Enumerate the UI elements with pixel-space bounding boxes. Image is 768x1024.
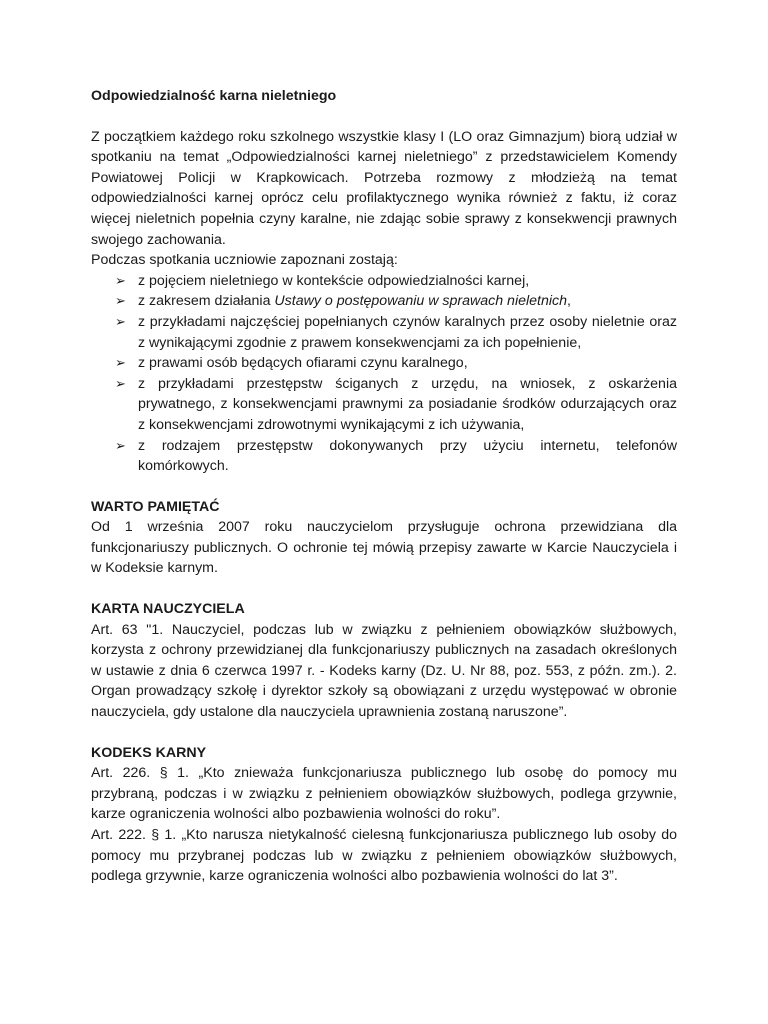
arrow-bullet-icon: ➢ (115, 375, 126, 391)
list-item: ➢ z przykładami najczęściej popełnianych czynów karalnych przez osoby nieletnie oraz z wynikającymi zgodnie z prawem konsekwencjami za ich popełnienie, (115, 313, 677, 351)
section-heading-warto-pamietac: WARTO PAMIĘTAĆ (91, 498, 220, 515)
section-paragraph: Art. 63 "1. Nauczyciel, podczas lub w związku z pełnieniem obowiązków służbowych, korzysta z ochrony przewidzianej dla funkcjonariuszy publicznych na zasadach określonych w ustawie z dnia 6 czerwca 1997 r. - Kodeks karny (Dz. U. Nr 88, poz. 553, z późn. zm.). 2. Organ prowadzący szkołę i dyrektor szkoły są obowiązani z urzędu występować w obronie nauczyciela, gdy ustalone dla nauczyciela uprawnienia zostaną naruszone”. (91, 621, 677, 721)
list-item: ➢ z prawami osób będących ofiarami czynu karalnego, (91, 353, 677, 374)
list-item: ➢ z przykładami przestępstw ściganych z urzędu, na wniosek, z oskarżenia prywatnego, z konsekwencjami prawnymi za posiadanie środków odurzających oraz z konsekwencjami zdrowotnymi wynikającymi z ich używania, (115, 375, 677, 433)
arrow-bullet-icon: ➢ (115, 437, 126, 453)
section-heading-karta-nauczyciela: KARTA NAUCZYCIELA (91, 601, 245, 618)
document-title: Odpowiedzialność karna nieletniego (91, 88, 337, 104)
intro-lead: Podczas spotkania uczniowie zapoznani zostają: (91, 252, 398, 269)
section-heading-kodeks-karny: KODEKS KARNY (91, 744, 207, 761)
section-paragraph: Art. 226. § 1. „Kto znieważa funkcjonariusza publicznego lub osobę do pomocy mu przybraną, podczas i w związku z pełnieniem obowiązków służbowych, podlega grzywnie, karze ograniczenia wolności albo pozbawienia wolności do roku”. (91, 765, 677, 823)
list-item: ➢ z zakresem działania Ustawy o postępowaniu w sprawach nieletnich, (91, 291, 677, 312)
list-item: ➢ z pojęciem nieletniego w kontekście odpowiedzialności karnej, (91, 271, 677, 292)
section-paragraph: Od 1 września 2007 roku nauczycielom przysługuje ochrona przewidziana dla funkcjonariuszy publicznych. O ochronie tej mówią przepisy zawarte w Karcie Nauczyciela i w Kodeksie karnym. (91, 519, 677, 577)
arrow-bullet-icon: ➢ (115, 293, 126, 309)
arrow-bullet-icon: ➢ (115, 355, 126, 371)
arrow-bullet-icon: ➢ (115, 313, 126, 329)
topics-list (91, 271, 677, 477)
intro-paragraph: Z początkiem każdego roku szkolnego wszystkie klasy I (LO oraz Gimnazjum) biorą udział w spotkaniu na temat „Odpowiedzialności karnej nieletniego” z przedstawicielem Komendy Powiatowej Policji w Krapkowicach. Potrzeba rozmowy z młodzieżą na temat odpowiedzialności karnej oprócz celu profilaktycznego wynika również z faktu, iż coraz więcej nieletnich popełnia czyny karalne, nie zdając sobie sprawy z konsekwencji prawnych swojego zachowania. (91, 128, 677, 248)
arrow-bullet-icon: ➢ (115, 272, 126, 288)
section-paragraph: Art. 222. § 1. „Kto narusza nietykalność cielesną funkcjonariusza publicznego lub osoby do pomocy mu przybranej podczas lub w związku z pełnieniem obowiązków służbowych, podlega grzywnie, karze ograniczenia wolności albo pozbawienia wolności do lat 3”. (91, 827, 677, 885)
list-item: ➢ z rodzajem przestępstw dokonywanych przy użyciu internetu, telefonów komórkowych. (115, 437, 677, 475)
